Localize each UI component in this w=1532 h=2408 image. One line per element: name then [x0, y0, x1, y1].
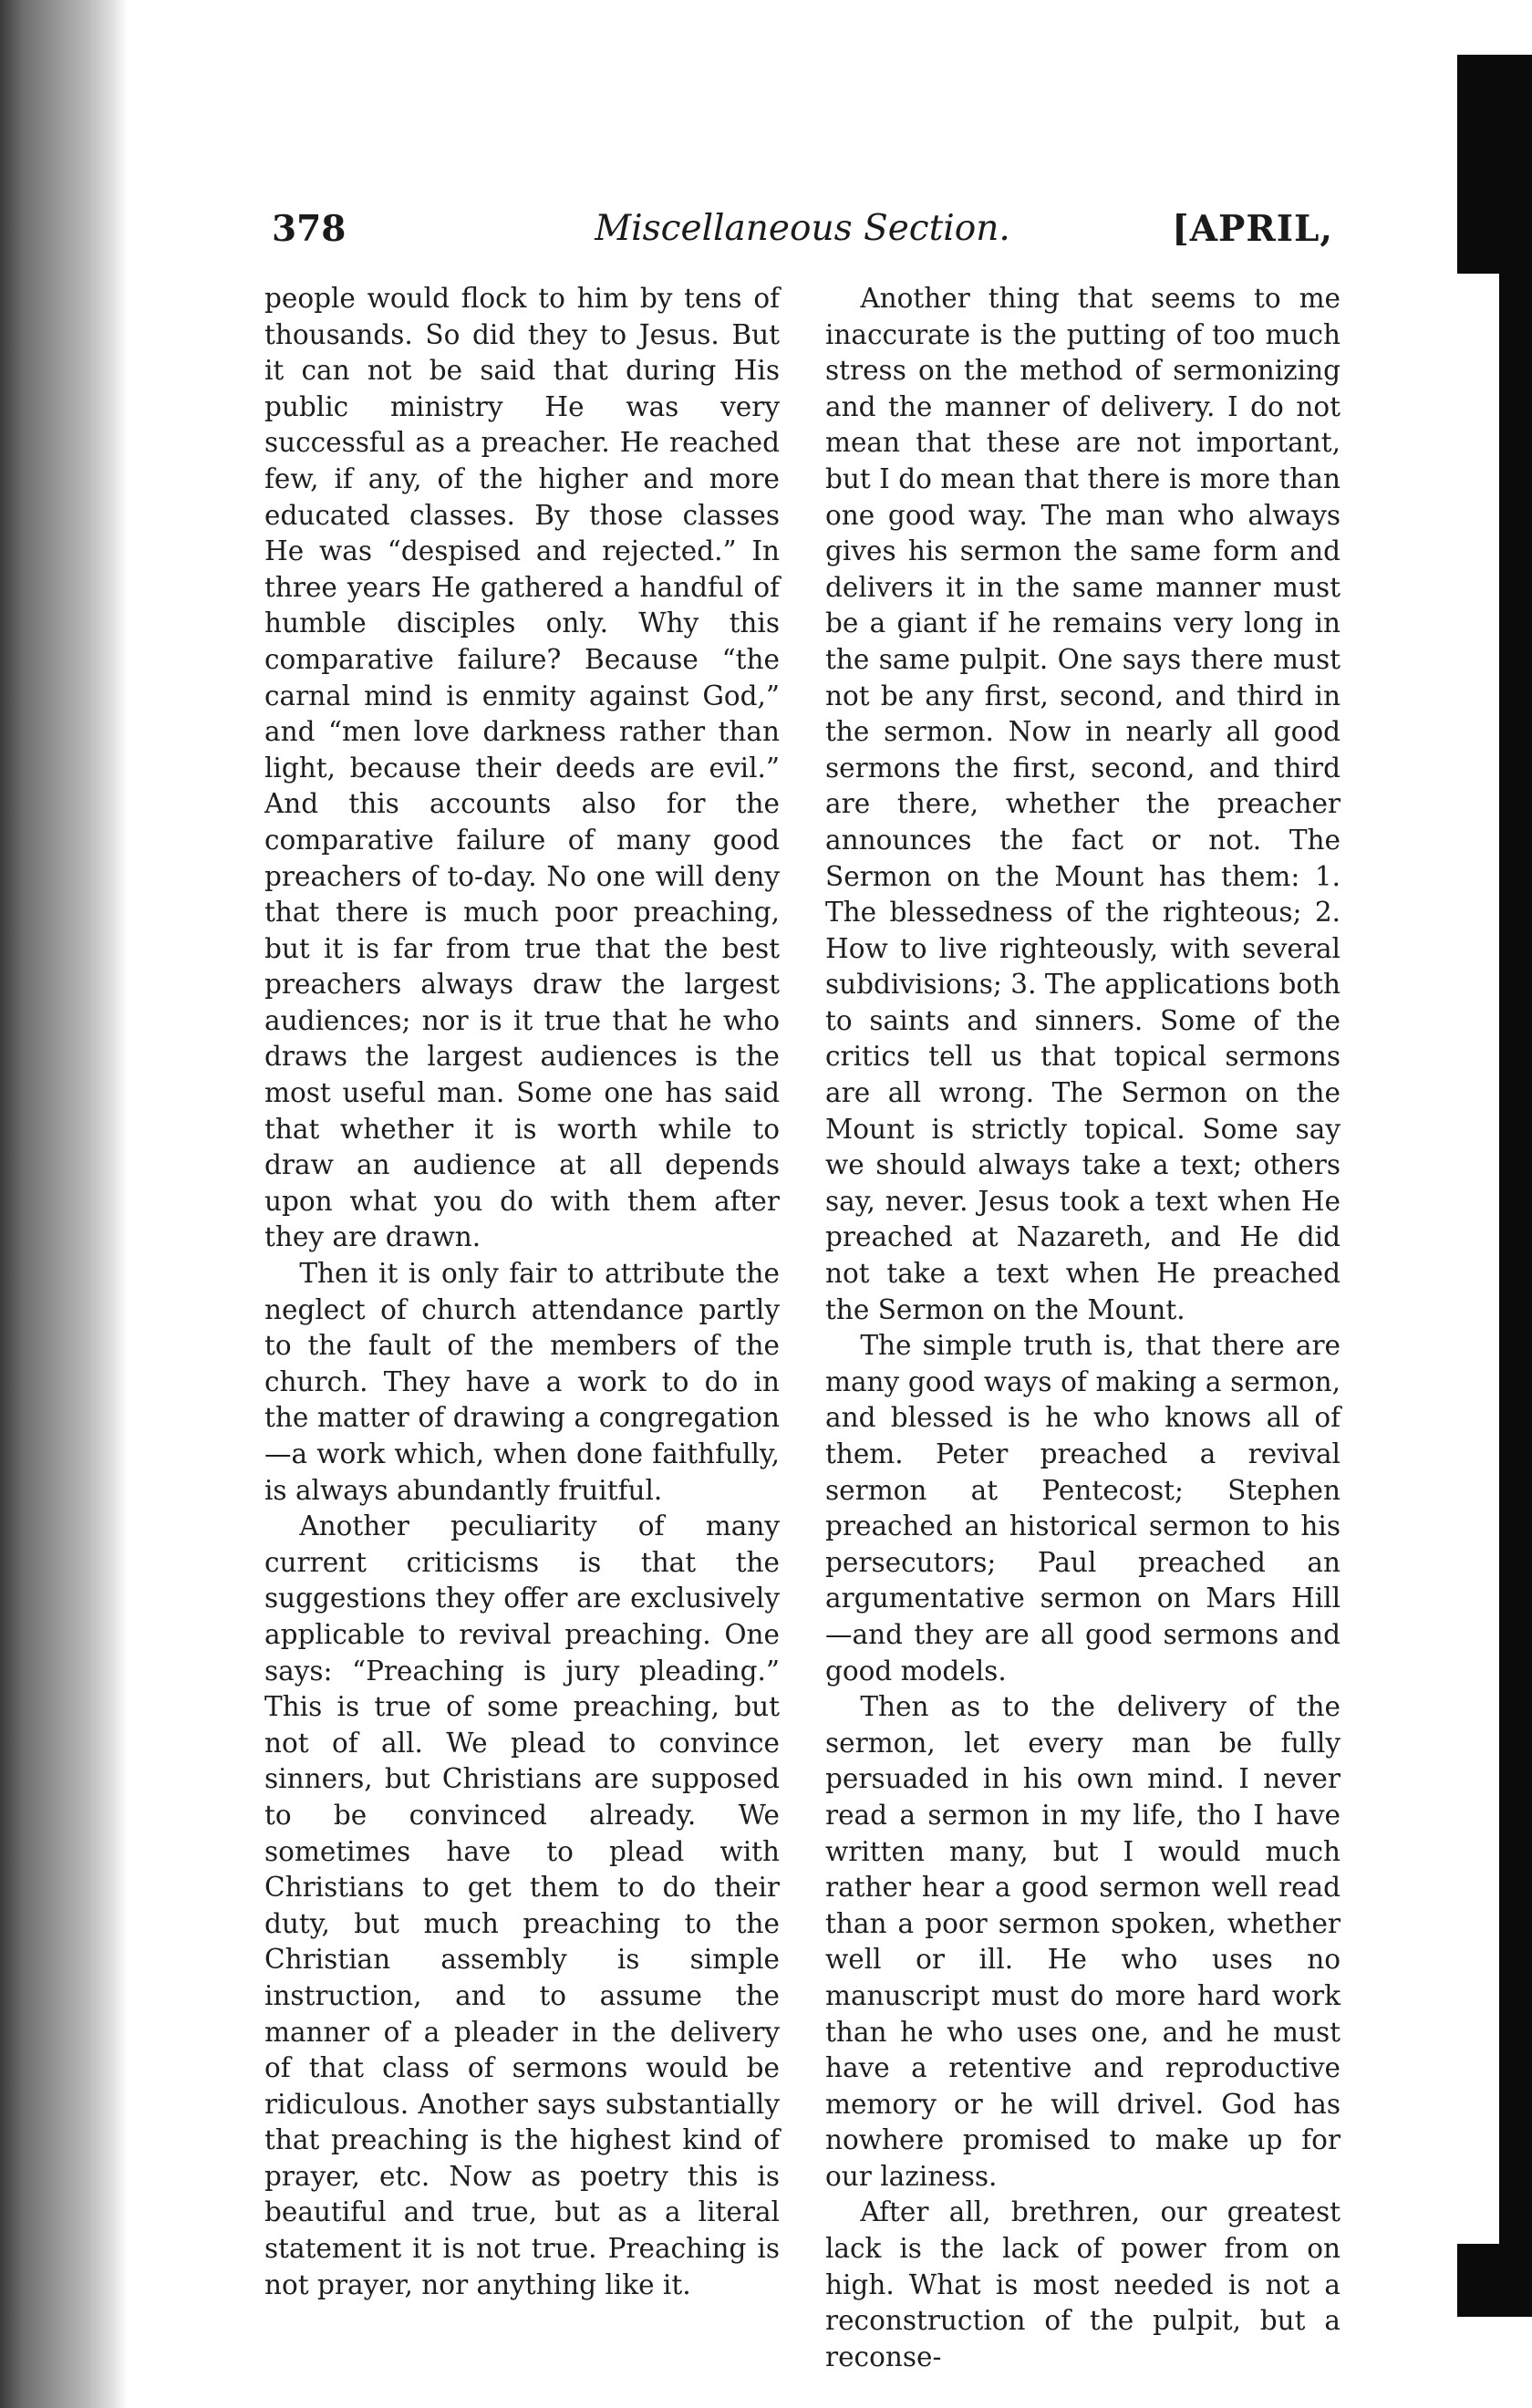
paragraph: Another thing that seems to me inaccurate is the putting of too much stress on the method of sermonizing and the manner of delivery. I do not mean that these are not important, but I do mean that there is more than one good way. The man who always gives his sermon the same form and delivers it in the same manner must be a giant if he remains very long in the same pulpit. One says there must not be any first, second, and third in the sermon. Now in nearly all good sermons the first, second, and third are there, whether the preacher announces the fact or not. The Sermon on the Mount has them: 1. The blessedness of the righteous; 2. How to live righteously, with several subdivisions; 3. The applications both to saints and sinners. Some of the critics tell us that topical sermons are all wrong. The Sermon on the Mount is strictly topical. Some say we should always take a text; others say, never. Jesus took a text when He preached at Nazareth, and He did not take a text when He preached the Sermon on the Mount.: [825, 283, 1340, 1325]
paragraph: Then as to the delivery of the sermon, let every man be fully persuaded in his own mind. I never read a sermon in my life, tho I have written many, but I would much rather hear a good sermon well read than a poor sermon spoken, whether well or ill. He who uses no manuscript must do more hard work than he who uses one, and he must have a retentive and reproductive memory or he will drivel. God has nowhere promised to make up for our laziness.: [825, 1691, 1340, 2192]
left-column: [264, 281, 780, 2375]
running-header: [264, 208, 1340, 263]
running-title: Miscellaneous Section.: [595, 208, 1010, 249]
next-page-sliver: [1457, 274, 1499, 2244]
paragraph: The simple truth is, that there are many good ways of making a sermon, and blessed is he who knows all of them. Peter preached a revival sermon at Pentecost; Stephen preached an historical sermon to his persecutors; Paul preached an argumentative sermon on Mars Hill—and they are all good sermons and good models.: [825, 1330, 1340, 1687]
right-column: [825, 281, 1340, 2375]
paragraph: Another peculiarity of many current criticisms is that the suggestions they offer are exclusively applicable to revival preaching. One says: “Preaching is jury pleading.” This is true of some preaching, but not of all. We plead to convince sinners, but Christians are supposed to be convinced already. We sometimes have to plead with Christians to get them to do their duty, but much preaching to the Christian assembly is simple instruction, and to assume the manner of a pleader in the delivery of that class of sermons would be ridiculous. Another says substantially that preaching is the highest kind of prayer, etc. Now as poetry this is beautiful and true, but as a literal statement it is not true. Preaching is not prayer, nor anything like it.: [264, 1510, 780, 2300]
running-date: [APRIL,: [1172, 208, 1333, 250]
book-gutter-shadow: [0, 0, 128, 2408]
text-columns: [264, 281, 1340, 2375]
paragraph: people would flock to him by tens of thousands. So did they to Jesus. But it can not be said that during His public ministry He was very successful as a preacher. He reached few, if any, of the higher and more educated classes. By those classes He was “despised and rejected.” In three years He gathered a handful of humble disciples only. Why this comparative failure? Because “the carnal mind is enmity against God,” and “men love darkness rather than light, because their deeds are evil.” And this accounts also for the comparative failure of many good preachers of to-day. No one will deny that there is much poor preaching, but it is far from true that the best preachers always draw the largest audiences; nor is it true that he who draws the largest audiences is the most useful man. Some one has said that whether it is worth while to draw an audience at all depends upon what you do with them after they are drawn.: [264, 283, 780, 1253]
page-number: 378: [272, 208, 347, 250]
paragraph: Then it is only fair to attribute the neglect of church attendance partly to the fault of the members of the church. They have a work to do in the matter of drawing a congregation—a work which, when done faithfully, is always abundantly fruitful.: [264, 1258, 780, 1506]
paragraph: After all, brethren, our greatest lack is the lack of power from on high. What is most needed is not a reconstruction of the pulpit, but a reconse-: [825, 2196, 1340, 2372]
book-page: [264, 208, 1340, 2372]
